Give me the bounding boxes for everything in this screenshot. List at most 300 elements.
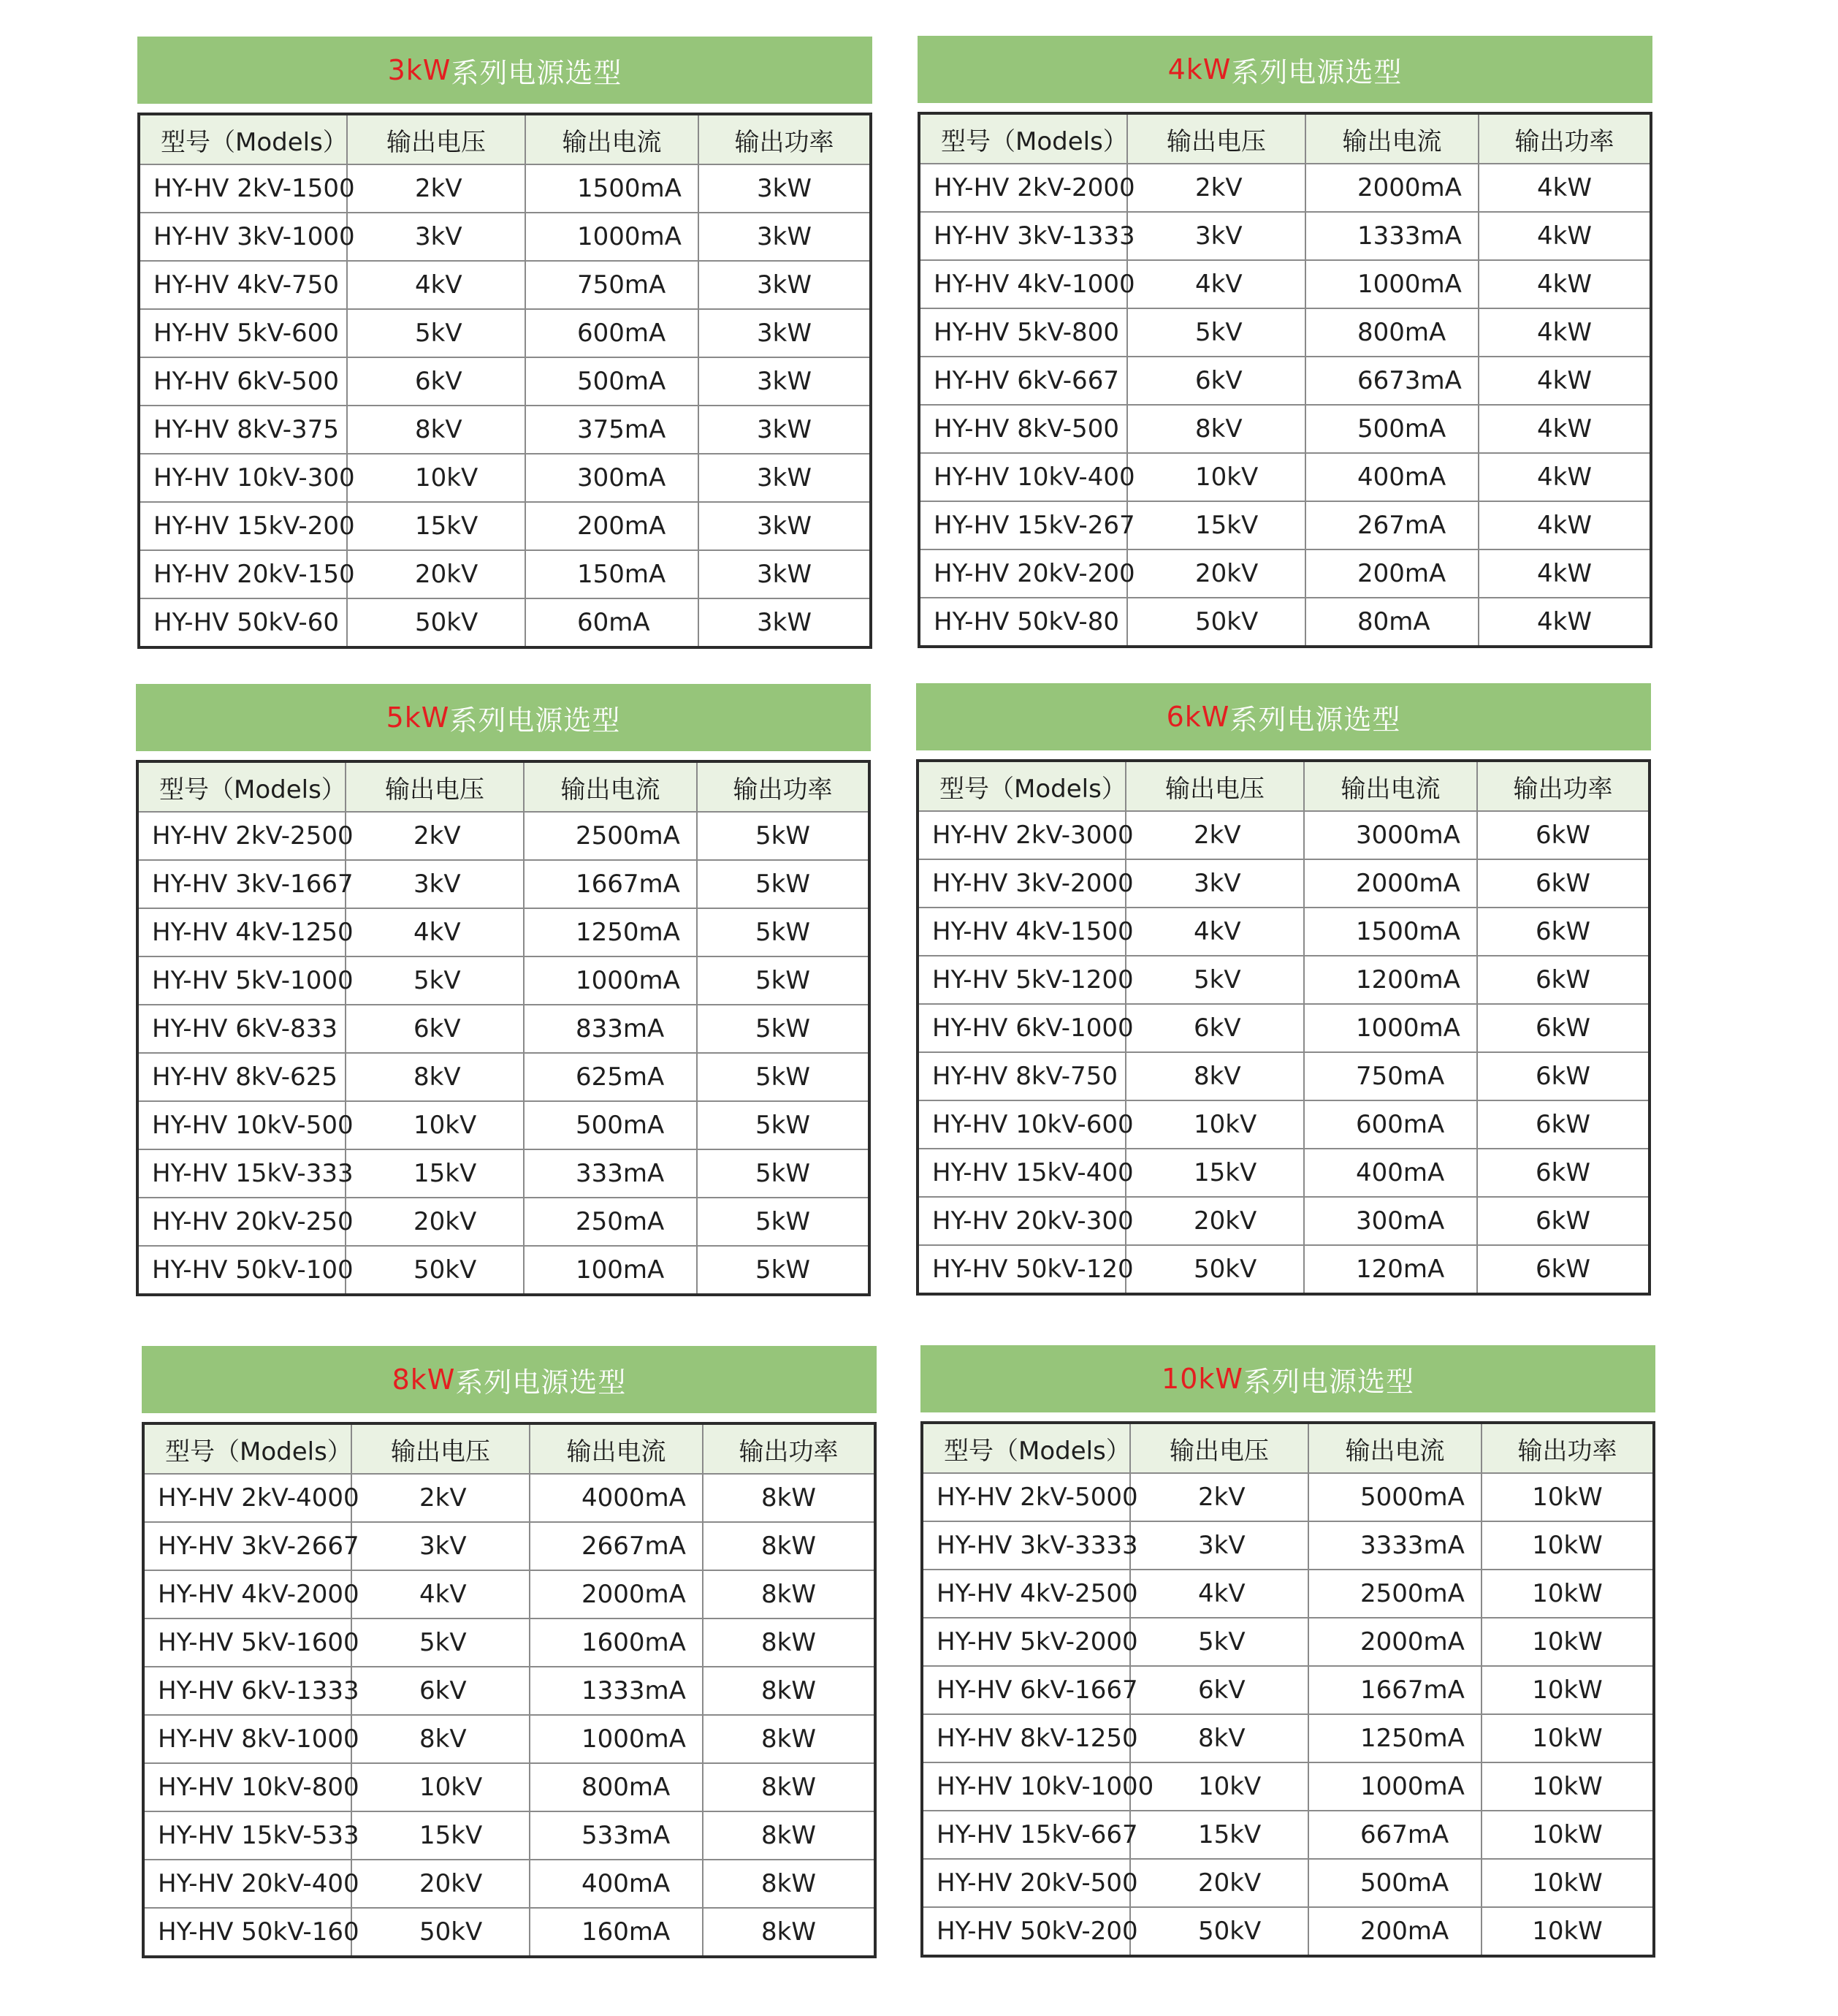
cell-current: 2667mA (530, 1522, 703, 1570)
table-row (918, 1004, 1650, 1052)
cell-voltage: 2kV (346, 812, 524, 860)
cell-current: 4000mA (530, 1474, 703, 1522)
table-row (143, 1474, 875, 1522)
cell-model: HY-HV 15kV-667 (922, 1811, 1130, 1859)
cell-current: 80mA (1305, 598, 1479, 647)
cell-power: 6kW (1477, 859, 1650, 908)
cell-model: HY-HV 15kV-400 (918, 1149, 1126, 1197)
table-row (919, 212, 1651, 260)
cell-current: 1250mA (524, 908, 697, 956)
cell-current: 400mA (1304, 1149, 1477, 1197)
cell-voltage: 15kV (347, 502, 525, 550)
cell-current: 6673mA (1305, 357, 1479, 405)
header-current: 输出电流 (1304, 761, 1477, 811)
cell-current: 2000mA (1304, 859, 1477, 908)
cell-voltage: 5kV (347, 309, 525, 357)
table-row (918, 859, 1650, 908)
cell-model: HY-HV 4kV-750 (139, 261, 347, 309)
cell-current: 800mA (1305, 308, 1479, 357)
cell-current: 833mA (524, 1005, 697, 1053)
cell-current: 1500mA (1304, 908, 1477, 956)
table-row (143, 1618, 875, 1667)
header-model: 型号（Models） (922, 1423, 1130, 1473)
header-power: 输出功率 (1482, 1423, 1654, 1473)
cell-model: HY-HV 5kV-800 (919, 308, 1127, 357)
cell-model: HY-HV 20kV-200 (919, 549, 1127, 598)
table-row (919, 260, 1651, 308)
table-row (922, 1859, 1654, 1907)
spec-table (142, 1422, 877, 1958)
table-row (919, 501, 1651, 549)
cell-current: 300mA (1304, 1197, 1477, 1245)
header-power: 输出功率 (703, 1423, 875, 1474)
cell-power: 5kW (697, 1101, 869, 1149)
cell-model: HY-HV 10kV-500 (137, 1101, 346, 1149)
table-row (918, 1245, 1650, 1294)
cell-current: 2000mA (1305, 164, 1479, 212)
cell-voltage: 10kV (1127, 453, 1305, 501)
cell-voltage: 8kV (346, 1053, 524, 1101)
cell-voltage: 20kV (1127, 549, 1305, 598)
table-row (918, 1149, 1650, 1197)
series-title (137, 37, 872, 104)
cell-model: HY-HV 2kV-2500 (137, 812, 346, 860)
cell-model: HY-HV 20kV-500 (922, 1859, 1130, 1907)
series-title-suffix: 系列电源选型 (451, 56, 622, 89)
series-title-suffix: 系列电源选型 (1243, 1365, 1414, 1398)
cell-voltage: 6kV (1127, 357, 1305, 405)
cell-power: 5kW (697, 860, 869, 908)
series-title-suffix: 系列电源选型 (455, 1366, 627, 1399)
table-row (139, 164, 871, 213)
cell-current: 600mA (1304, 1100, 1477, 1149)
cell-current: 400mA (1305, 453, 1479, 501)
cell-voltage: 4kV (347, 261, 525, 309)
cell-model: HY-HV 50kV-100 (137, 1246, 346, 1295)
table-row (139, 406, 871, 454)
cell-voltage: 50kV (346, 1246, 524, 1295)
cell-voltage: 2kV (347, 164, 525, 213)
cell-current: 2500mA (524, 812, 697, 860)
cell-current: 2500mA (1308, 1570, 1482, 1618)
cell-power: 8kW (703, 1715, 875, 1763)
cell-voltage: 10kV (346, 1101, 524, 1149)
cell-power: 3kW (698, 454, 871, 502)
cell-current: 750mA (1304, 1052, 1477, 1100)
cell-current: 267mA (1305, 501, 1479, 549)
cell-current: 500mA (524, 1101, 697, 1149)
cell-power: 3kW (698, 502, 871, 550)
cell-power: 8kW (703, 1667, 875, 1715)
cell-model: HY-HV 2kV-3000 (918, 811, 1126, 859)
cell-current: 400mA (530, 1860, 703, 1908)
header-row (919, 113, 1651, 164)
cell-voltage: 20kV (1126, 1197, 1304, 1245)
cell-model: HY-HV 10kV-400 (919, 453, 1127, 501)
cell-current: 375mA (525, 406, 698, 454)
cell-voltage: 15kV (1127, 501, 1305, 549)
table-row (919, 549, 1651, 598)
cell-power: 4kW (1479, 501, 1651, 549)
panel-3kw (137, 37, 872, 649)
table-row (143, 1667, 875, 1715)
cell-power: 8kW (703, 1474, 875, 1522)
cell-power: 4kW (1479, 260, 1651, 308)
cell-model: HY-HV 6kV-500 (139, 357, 347, 406)
cell-power: 5kW (697, 956, 869, 1005)
cell-model: HY-HV 15kV-533 (143, 1811, 351, 1860)
series-title (916, 683, 1651, 750)
cell-voltage: 10kV (1130, 1762, 1308, 1811)
cell-model: HY-HV 15kV-267 (919, 501, 1127, 549)
cell-power: 8kW (703, 1860, 875, 1908)
header-row (918, 761, 1650, 811)
cell-voltage: 4kV (351, 1570, 530, 1618)
series-title (142, 1346, 877, 1413)
cell-current: 1600mA (530, 1618, 703, 1667)
spec-table (916, 759, 1651, 1296)
cell-power: 3kW (698, 309, 871, 357)
cell-voltage: 20kV (347, 550, 525, 598)
table-row (922, 1907, 1654, 1956)
cell-model: HY-HV 4kV-1000 (919, 260, 1127, 308)
cell-current: 160mA (530, 1908, 703, 1957)
cell-current: 1667mA (1308, 1666, 1482, 1714)
cell-model: HY-HV 3kV-2667 (143, 1522, 351, 1570)
cell-voltage: 50kV (1127, 598, 1305, 647)
cell-model: HY-HV 2kV-5000 (922, 1473, 1130, 1521)
cell-power: 5kW (697, 1005, 869, 1053)
header-power: 输出功率 (1479, 113, 1651, 164)
table-row (139, 261, 871, 309)
cell-model: HY-HV 6kV-1667 (922, 1666, 1130, 1714)
table-row (143, 1570, 875, 1618)
cell-current: 1000mA (1308, 1762, 1482, 1811)
cell-voltage: 8kV (347, 406, 525, 454)
header-current: 输出电流 (1305, 113, 1479, 164)
cell-power: 4kW (1479, 308, 1651, 357)
cell-voltage: 20kV (351, 1860, 530, 1908)
cell-voltage: 5kV (346, 956, 524, 1005)
cell-current: 750mA (525, 261, 698, 309)
cell-model: HY-HV 8kV-625 (137, 1053, 346, 1101)
table-row (922, 1570, 1654, 1618)
cell-power: 3kW (698, 598, 871, 647)
cell-power: 3kW (698, 213, 871, 261)
cell-current: 1000mA (1305, 260, 1479, 308)
series-power: 6kW (1166, 701, 1230, 733)
cell-current: 60mA (525, 598, 698, 647)
cell-voltage: 2kV (1130, 1473, 1308, 1521)
panel-4kw (918, 36, 1652, 648)
panel-8kw (142, 1346, 877, 1958)
cell-voltage: 3kV (1130, 1521, 1308, 1570)
cell-model: HY-HV 3kV-1333 (919, 212, 1127, 260)
table-row (919, 308, 1651, 357)
cell-power: 4kW (1479, 453, 1651, 501)
header-row (137, 761, 869, 812)
cell-voltage: 6kV (347, 357, 525, 406)
cell-model: HY-HV 10kV-800 (143, 1763, 351, 1811)
cell-model: HY-HV 5kV-2000 (922, 1618, 1130, 1666)
cell-power: 8kW (703, 1522, 875, 1570)
cell-voltage: 15kV (346, 1149, 524, 1198)
panel-10kw (920, 1345, 1655, 1958)
cell-current: 1333mA (1305, 212, 1479, 260)
cell-voltage: 3kV (346, 860, 524, 908)
cell-voltage: 15kV (1126, 1149, 1304, 1197)
series-title-suffix: 系列电源选型 (449, 704, 621, 737)
cell-current: 1000mA (530, 1715, 703, 1763)
cell-power: 6kW (1477, 908, 1650, 956)
cell-power: 4kW (1479, 212, 1651, 260)
table-row (143, 1522, 875, 1570)
cell-current: 667mA (1308, 1811, 1482, 1859)
cell-voltage: 20kV (346, 1198, 524, 1246)
table-row (137, 812, 869, 860)
cell-voltage: 5kV (1126, 956, 1304, 1004)
cell-power: 4kW (1479, 164, 1651, 212)
header-model: 型号（Models） (137, 761, 346, 812)
header-model: 型号（Models） (918, 761, 1126, 811)
cell-power: 10kW (1482, 1907, 1654, 1956)
cell-power: 3kW (698, 550, 871, 598)
cell-power: 8kW (703, 1570, 875, 1618)
table-row (918, 1052, 1650, 1100)
table-row (137, 908, 869, 956)
header-voltage: 输出电压 (1126, 761, 1304, 811)
cell-voltage: 15kV (351, 1811, 530, 1860)
cell-model: HY-HV 15kV-200 (139, 502, 347, 550)
table-row (137, 1198, 869, 1246)
cell-model: HY-HV 50kV-200 (922, 1907, 1130, 1956)
cell-current: 533mA (530, 1811, 703, 1860)
spec-table (918, 112, 1652, 648)
cell-current: 1000mA (524, 956, 697, 1005)
table-row (139, 213, 871, 261)
cell-model: HY-HV 50kV-120 (918, 1245, 1126, 1294)
header-row (143, 1423, 875, 1474)
cell-model: HY-HV 6kV-1333 (143, 1667, 351, 1715)
table-row (919, 598, 1651, 647)
series-power: 10kW (1162, 1363, 1243, 1395)
cell-voltage: 3kV (1127, 212, 1305, 260)
cell-power: 4kW (1479, 405, 1651, 453)
cell-current: 250mA (524, 1198, 697, 1246)
cell-model: HY-HV 6kV-833 (137, 1005, 346, 1053)
cell-model: HY-HV 2kV-2000 (919, 164, 1127, 212)
header-current: 输出电流 (524, 761, 697, 812)
header-power: 输出功率 (698, 114, 871, 164)
header-row (922, 1423, 1654, 1473)
cell-power: 10kW (1482, 1570, 1654, 1618)
cell-voltage: 4kV (1126, 908, 1304, 956)
table-row (137, 1005, 869, 1053)
cell-model: HY-HV 6kV-1000 (918, 1004, 1126, 1052)
cell-voltage: 10kV (347, 454, 525, 502)
cell-power: 10kW (1482, 1473, 1654, 1521)
cell-voltage: 4kV (1127, 260, 1305, 308)
cell-voltage: 6kV (351, 1667, 530, 1715)
cell-voltage: 3kV (347, 213, 525, 261)
spec-table (136, 760, 871, 1296)
table-row (919, 357, 1651, 405)
table-row (143, 1908, 875, 1957)
header-row (139, 114, 871, 164)
cell-current: 200mA (1308, 1907, 1482, 1956)
table-row (143, 1763, 875, 1811)
cell-model: HY-HV 50kV-160 (143, 1908, 351, 1957)
header-voltage: 输出电压 (1130, 1423, 1308, 1473)
cell-power: 10kW (1482, 1859, 1654, 1907)
table-row (918, 1197, 1650, 1245)
cell-model: HY-HV 20kV-400 (143, 1860, 351, 1908)
cell-model: HY-HV 8kV-750 (918, 1052, 1126, 1100)
cell-model: HY-HV 5kV-1000 (137, 956, 346, 1005)
cell-model: HY-HV 3kV-2000 (918, 859, 1126, 908)
cell-voltage: 4kV (1130, 1570, 1308, 1618)
table-row (922, 1521, 1654, 1570)
table-row (139, 309, 871, 357)
cell-current: 500mA (525, 357, 698, 406)
series-title (920, 1345, 1655, 1412)
table-row (919, 164, 1651, 212)
cell-power: 6kW (1477, 1004, 1650, 1052)
table-row (918, 1100, 1650, 1149)
cell-model: HY-HV 15kV-333 (137, 1149, 346, 1198)
cell-model: HY-HV 4kV-1250 (137, 908, 346, 956)
cell-model: HY-HV 3kV-1667 (137, 860, 346, 908)
cell-model: HY-HV 10kV-600 (918, 1100, 1126, 1149)
cell-model: HY-HV 5kV-1200 (918, 956, 1126, 1004)
table-row (139, 550, 871, 598)
cell-current: 3333mA (1308, 1521, 1482, 1570)
cell-current: 800mA (530, 1763, 703, 1811)
cell-model: HY-HV 8kV-375 (139, 406, 347, 454)
cell-model: HY-HV 3kV-3333 (922, 1521, 1130, 1570)
cell-power: 6kW (1477, 811, 1650, 859)
cell-power: 10kW (1482, 1521, 1654, 1570)
cell-power: 3kW (698, 406, 871, 454)
cell-model: HY-HV 6kV-667 (919, 357, 1127, 405)
header-power: 输出功率 (1477, 761, 1650, 811)
cell-model: HY-HV 2kV-4000 (143, 1474, 351, 1522)
cell-voltage: 10kV (1126, 1100, 1304, 1149)
cell-current: 1000mA (525, 213, 698, 261)
cell-power: 6kW (1477, 1149, 1650, 1197)
cell-model: HY-HV 10kV-1000 (922, 1762, 1130, 1811)
cell-voltage: 50kV (347, 598, 525, 647)
cell-model: HY-HV 50kV-60 (139, 598, 347, 647)
cell-model: HY-HV 50kV-80 (919, 598, 1127, 647)
cell-current: 1500mA (525, 164, 698, 213)
header-voltage: 输出电压 (346, 761, 524, 812)
cell-power: 5kW (697, 1053, 869, 1101)
table-row (922, 1473, 1654, 1521)
table-row (143, 1811, 875, 1860)
table-row (137, 956, 869, 1005)
cell-voltage: 8kV (1126, 1052, 1304, 1100)
header-current: 输出电流 (525, 114, 698, 164)
table-row (918, 811, 1650, 859)
spec-table (920, 1421, 1655, 1958)
cell-voltage: 4kV (346, 908, 524, 956)
cell-power: 6kW (1477, 1052, 1650, 1100)
cell-current: 120mA (1304, 1245, 1477, 1294)
cell-voltage: 15kV (1130, 1811, 1308, 1859)
cell-model: HY-HV 10kV-300 (139, 454, 347, 502)
cell-voltage: 5kV (1127, 308, 1305, 357)
table-row (137, 1149, 869, 1198)
cell-voltage: 6kV (1126, 1004, 1304, 1052)
cell-voltage: 5kV (1130, 1618, 1308, 1666)
cell-power: 6kW (1477, 1100, 1650, 1149)
panel-5kw (136, 684, 871, 1296)
cell-power: 10kW (1482, 1618, 1654, 1666)
cell-model: HY-HV 5kV-600 (139, 309, 347, 357)
series-power: 3kW (387, 54, 451, 86)
series-power: 8kW (392, 1363, 456, 1396)
cell-power: 5kW (697, 1246, 869, 1295)
cell-power: 6kW (1477, 1197, 1650, 1245)
cell-current: 1000mA (1304, 1004, 1477, 1052)
cell-current: 300mA (525, 454, 698, 502)
cell-current: 5000mA (1308, 1473, 1482, 1521)
table-row (922, 1666, 1654, 1714)
cell-current: 333mA (524, 1149, 697, 1198)
cell-current: 100mA (524, 1246, 697, 1295)
cell-voltage: 6kV (346, 1005, 524, 1053)
table-row (918, 956, 1650, 1004)
cell-power: 8kW (703, 1908, 875, 1957)
header-model: 型号（Models） (143, 1423, 351, 1474)
cell-voltage: 6kV (1130, 1666, 1308, 1714)
header-voltage: 输出电压 (347, 114, 525, 164)
header-voltage: 输出电压 (1127, 113, 1305, 164)
cell-power: 10kW (1482, 1666, 1654, 1714)
table-row (139, 454, 871, 502)
table-row (139, 357, 871, 406)
series-power: 4kW (1167, 53, 1232, 85)
cell-model: HY-HV 4kV-2000 (143, 1570, 351, 1618)
cell-model: HY-HV 8kV-1250 (922, 1714, 1130, 1762)
cell-power: 8kW (703, 1618, 875, 1667)
cell-power: 5kW (697, 1198, 869, 1246)
cell-model: HY-HV 4kV-2500 (922, 1570, 1130, 1618)
cell-model: HY-HV 8kV-1000 (143, 1715, 351, 1763)
table-row (139, 598, 871, 647)
cell-current: 1200mA (1304, 956, 1477, 1004)
cell-current: 200mA (525, 502, 698, 550)
cell-current: 1667mA (524, 860, 697, 908)
header-power: 输出功率 (697, 761, 869, 812)
cell-voltage: 8kV (1130, 1714, 1308, 1762)
table-row (137, 1246, 869, 1295)
cell-power: 10kW (1482, 1811, 1654, 1859)
cell-power: 3kW (698, 164, 871, 213)
cell-power: 5kW (697, 908, 869, 956)
cell-model: HY-HV 20kV-300 (918, 1197, 1126, 1245)
cell-model: HY-HV 20kV-250 (137, 1198, 346, 1246)
table-row (139, 502, 871, 550)
cell-voltage: 8kV (1127, 405, 1305, 453)
header-current: 输出电流 (530, 1423, 703, 1474)
cell-voltage: 20kV (1130, 1859, 1308, 1907)
cell-current: 600mA (525, 309, 698, 357)
series-title-suffix: 系列电源选型 (1229, 703, 1401, 736)
cell-current: 1250mA (1308, 1714, 1482, 1762)
cell-model: HY-HV 4kV-1500 (918, 908, 1126, 956)
